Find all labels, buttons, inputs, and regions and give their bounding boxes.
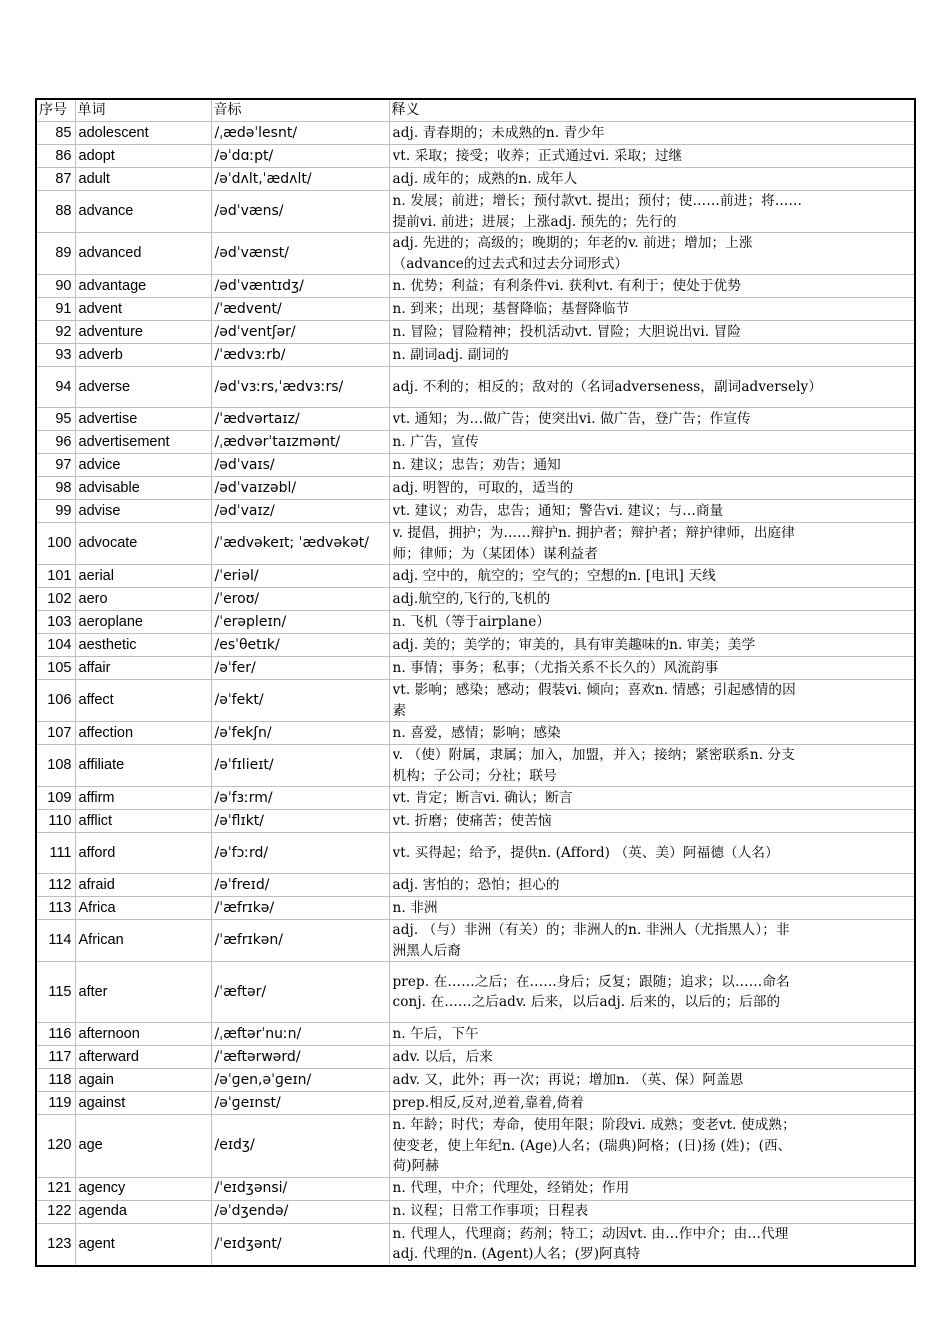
definition-line: vt. 影响；感染；感动；假装vi. 倾向；喜欢n. 情感；引起感情的因 [392, 682, 796, 698]
definition-line: adv. 又，此外；再一次；再说；增加n. （英、保）阿盖恩 [392, 1071, 744, 1088]
phonetic-cell: /əˈɡeɪnst/ [211, 1092, 389, 1115]
definition-cell [389, 477, 915, 500]
phonetic-cell: /ˌæftərˈnuːn/ [211, 1023, 389, 1046]
word-cell: advance [75, 191, 211, 233]
serial-number-cell: 104 [36, 634, 75, 657]
definition-line: adj. 害怕的；恐怕；担心的 [392, 876, 560, 893]
definition-line: 机构；子公司；分社；联号 [392, 767, 557, 784]
word-cell: afraid [75, 874, 211, 897]
phonetic-cell: /ˈæftərwərd/ [211, 1046, 389, 1069]
definition-line: adj. 青春期的；未成熟的n. 青少年 [392, 124, 605, 141]
definition-cell [389, 1115, 915, 1178]
definition-cell [389, 500, 915, 523]
word-cell: age [75, 1115, 211, 1178]
word-cell: advanced [75, 233, 211, 275]
serial-number-cell: 97 [36, 454, 75, 477]
header-word: 单词 [75, 99, 211, 122]
word-cell: aesthetic [75, 634, 211, 657]
definition-line: adj. 美的；美学的；审美的，具有审美趣味的n. 审美；美学 [392, 636, 756, 653]
table-row [36, 233, 915, 275]
word-cell: afford [75, 833, 211, 874]
table-row [36, 588, 915, 611]
phonetic-cell: /ədˈventʃər/ [211, 321, 389, 344]
definition-line: prep. 在……之后；在……身后；反复；跟随；追求；以……命名 [392, 973, 790, 990]
definition-line: 洲黑人后裔 [392, 942, 461, 959]
definition-cell [389, 408, 915, 431]
definition-line: n. 优势；利益；有利条件vi. 获利vt. 有利于；使处于优势 [392, 277, 742, 294]
serial-number-cell: 119 [36, 1092, 75, 1115]
phonetic-cell: /əˈdɑːpt/ [211, 145, 389, 168]
word-cell: aeroplane [75, 611, 211, 634]
table-row [36, 191, 915, 233]
phonetic-cell: /ˈædvərtaɪz/ [211, 408, 389, 431]
table-row [36, 787, 915, 810]
word-cell: Africa [75, 897, 211, 920]
definition-line: v. 提倡，拥护；为……辩护n. 拥护者；辩护者；辩护律师，出庭律 [392, 525, 795, 541]
word-cell: adverse [75, 367, 211, 408]
vocabulary-table-body [36, 99, 915, 1266]
word-cell: aero [75, 588, 211, 611]
serial-number-cell: 88 [36, 191, 75, 233]
serial-number-cell: 99 [36, 500, 75, 523]
phonetic-cell: /əˈɡen,əˈɡeɪn/ [211, 1069, 389, 1092]
definition-cell [389, 298, 915, 321]
serial-number-cell: 90 [36, 275, 75, 298]
word-cell: African [75, 920, 211, 962]
serial-number-cell: 95 [36, 408, 75, 431]
definition-cell [389, 787, 915, 810]
phonetic-cell: /əˈfreɪd/ [211, 874, 389, 897]
phonetic-cell: /ˈeɪdʒənt/ [211, 1223, 389, 1266]
phonetic-cell: /əˈdʒendə/ [211, 1200, 389, 1223]
definition-line: n. 非洲 [392, 899, 438, 916]
word-cell: affection [75, 722, 211, 745]
table-row [36, 611, 915, 634]
serial-number-cell: 109 [36, 787, 75, 810]
table-row [36, 275, 915, 298]
serial-number-cell: 111 [36, 833, 75, 874]
header-definition: 释义 [389, 99, 915, 122]
table-row [36, 1023, 915, 1046]
word-cell: agent [75, 1223, 211, 1266]
serial-number-cell: 101 [36, 565, 75, 588]
word-cell: adverb [75, 344, 211, 367]
serial-number-cell: 98 [36, 477, 75, 500]
serial-number-cell: 117 [36, 1046, 75, 1069]
table-row [36, 431, 915, 454]
word-cell: afternoon [75, 1023, 211, 1046]
serial-number-cell: 94 [36, 367, 75, 408]
definition-line: adv. 以后，后来 [392, 1048, 493, 1065]
definition-line: 荷)阿赫 [392, 1158, 439, 1174]
definition-line: vt. 买得起；给予，提供n. (Afford) （英、美）阿福德（人名） [392, 844, 779, 861]
phonetic-cell: /əˈfɔːrd/ [211, 833, 389, 874]
definition-line: n. 广告，宣传 [392, 433, 479, 450]
phonetic-cell: /ˈæfrɪkə/ [211, 897, 389, 920]
table-row [36, 408, 915, 431]
definition-cell [389, 1092, 915, 1115]
table-row [36, 344, 915, 367]
definition-cell [389, 962, 915, 1023]
table-row [36, 1200, 915, 1223]
table-row [36, 145, 915, 168]
definition-line: 提前vi. 前进；进展；上涨adj. 预先的；先行的 [392, 213, 677, 230]
word-cell: after [75, 962, 211, 1023]
word-cell: advice [75, 454, 211, 477]
definition-cell [389, 1200, 915, 1223]
definition-cell [389, 233, 915, 275]
serial-number-cell: 118 [36, 1069, 75, 1092]
definition-cell [389, 168, 915, 191]
definition-cell [389, 1069, 915, 1092]
table-row [36, 833, 915, 874]
vocabulary-table [35, 98, 916, 1267]
definition-cell [389, 1223, 915, 1266]
phonetic-cell: /esˈθetɪk/ [211, 634, 389, 657]
word-cell: against [75, 1092, 211, 1115]
definition-line: vt. 通知；为…做广告；使突出vi. 做广告，登广告；作宣传 [392, 410, 751, 427]
definition-line: adj. 空中的，航空的；空气的；空想的n. [电讯] 天线 [392, 567, 716, 584]
table-row [36, 1046, 915, 1069]
definition-cell [389, 634, 915, 657]
definition-line: vt. 采取；接受；收养；正式通过vi. 采取；过继 [392, 147, 683, 164]
serial-number-cell: 91 [36, 298, 75, 321]
table-row [36, 920, 915, 962]
table-row [36, 298, 915, 321]
definition-cell [389, 367, 915, 408]
serial-number-cell: 122 [36, 1200, 75, 1223]
table-row [36, 810, 915, 833]
word-cell: again [75, 1069, 211, 1092]
definition-cell [389, 565, 915, 588]
word-cell: adopt [75, 145, 211, 168]
definition-line: adj. 不利的；相反的；敌对的（名词adverseness，副词adversely） [392, 378, 823, 395]
table-row [36, 1115, 915, 1178]
definition-cell [389, 191, 915, 233]
definition-cell [389, 431, 915, 454]
serial-number-cell: 123 [36, 1223, 75, 1266]
word-cell: affiliate [75, 745, 211, 787]
phonetic-cell: /əˈflɪkt/ [211, 810, 389, 833]
serial-number-cell: 115 [36, 962, 75, 1023]
serial-number-cell: 86 [36, 145, 75, 168]
serial-number-cell: 89 [36, 233, 75, 275]
table-row [36, 1069, 915, 1092]
definition-line: v. （使）附属，隶属；加入，加盟，并入；接纳；紧密联系n. 分支 [392, 747, 795, 763]
phonetic-cell: /eɪdʒ/ [211, 1115, 389, 1178]
serial-number-cell: 121 [36, 1177, 75, 1200]
phonetic-cell: /əˈfɪlieɪt/ [211, 745, 389, 787]
definition-cell [389, 454, 915, 477]
word-cell: aerial [75, 565, 211, 588]
definition-line: adj. 先进的；高级的；晚期的；年老的v. 前进；增加；上涨 [392, 235, 753, 251]
definition-cell [389, 1177, 915, 1200]
phonetic-cell: /ˈeɪdʒənsi/ [211, 1177, 389, 1200]
serial-number-cell: 93 [36, 344, 75, 367]
word-cell: afflict [75, 810, 211, 833]
definition-line: n. 建议；忠告；劝告；通知 [392, 456, 561, 473]
definition-cell [389, 344, 915, 367]
definition-cell [389, 611, 915, 634]
definition-cell [389, 722, 915, 745]
table-row [36, 367, 915, 408]
serial-number-cell: 105 [36, 657, 75, 680]
table-row [36, 1092, 915, 1115]
word-cell: advertise [75, 408, 211, 431]
serial-number-cell: 113 [36, 897, 75, 920]
table-row [36, 500, 915, 523]
table-row [36, 168, 915, 191]
definition-cell [389, 874, 915, 897]
serial-number-cell: 96 [36, 431, 75, 454]
word-cell: advantage [75, 275, 211, 298]
definition-cell [389, 1046, 915, 1069]
definition-line: adj.航空的,飞行的,飞机的 [392, 590, 551, 607]
serial-number-cell: 120 [36, 1115, 75, 1178]
word-cell: adventure [75, 321, 211, 344]
definition-line: n. 飞机（等于airplane） [392, 613, 551, 630]
serial-number-cell: 107 [36, 722, 75, 745]
serial-number-cell: 92 [36, 321, 75, 344]
phonetic-cell: /ədˈvæntɪdʒ/ [211, 275, 389, 298]
definition-cell [389, 810, 915, 833]
definition-line: n. 发展；前进；增长；预付款vt. 提出；预付；使……前进；将…… [392, 193, 803, 209]
phonetic-cell: /əˈfekt/ [211, 680, 389, 722]
phonetic-cell: /ˈædvent/ [211, 298, 389, 321]
definition-line: n. 喜爱，感情；影响；感染 [392, 724, 561, 741]
definition-line: n. 年龄；时代；寿命，使用年限；阶段vi. 成熟；变老vt. 使成熟； [392, 1117, 796, 1133]
definition-line: 使变老，使上年纪n. (Age)人名；(瑞典)阿格；(日)扬 (姓)；(西、 [392, 1137, 792, 1154]
table-row [36, 962, 915, 1023]
definition-line: vt. 建议；劝告，忠告；通知；警告vi. 建议；与…商量 [392, 502, 724, 519]
serial-number-cell: 100 [36, 523, 75, 565]
word-cell: afterward [75, 1046, 211, 1069]
table-row [36, 745, 915, 787]
word-cell: adolescent [75, 122, 211, 145]
definition-line: n. 事情；事务；私事；（尤指关系不长久的）风流韵事 [392, 659, 719, 676]
table-row [36, 523, 915, 565]
word-cell: advocate [75, 523, 211, 565]
header-phonetic: 音标 [211, 99, 389, 122]
table-row [36, 1223, 915, 1266]
word-cell: affect [75, 680, 211, 722]
definition-line: adj. （与）非洲（有关）的；非洲人的n. 非洲人（尤指黑人）；非 [392, 922, 790, 938]
header-row [36, 99, 915, 122]
phonetic-cell: /əˈfekʃn/ [211, 722, 389, 745]
definition-line: n. 议程；日常工作事项；日程表 [392, 1203, 589, 1220]
serial-number-cell: 87 [36, 168, 75, 191]
definition-line: vt. 肯定；断言vi. 确认；断言 [392, 789, 573, 806]
phonetic-cell: /ədˈvæns/ [211, 191, 389, 233]
word-cell: agency [75, 1177, 211, 1200]
phonetic-cell: /ˈædvɜːrb/ [211, 344, 389, 367]
table-row [36, 477, 915, 500]
serial-number-cell: 102 [36, 588, 75, 611]
phonetic-cell: /ˈæfrɪkən/ [211, 920, 389, 962]
table-row [36, 321, 915, 344]
word-cell: advisable [75, 477, 211, 500]
definition-line: n. 冒险；冒险精神；投机活动vt. 冒险；大胆说出vi. 冒险 [392, 323, 742, 340]
definition-line: 师；律师；为（某团体）谋利益者 [392, 545, 598, 562]
serial-number-cell: 114 [36, 920, 75, 962]
table-row [36, 122, 915, 145]
word-cell: agenda [75, 1200, 211, 1223]
phonetic-cell: /ədˈvænst/ [211, 233, 389, 275]
table-row [36, 897, 915, 920]
definition-cell [389, 657, 915, 680]
definition-line: （advance的过去式和过去分词形式） [392, 255, 629, 272]
definition-cell [389, 523, 915, 565]
phonetic-cell: /ˌædəˈlesnt/ [211, 122, 389, 145]
table-row [36, 454, 915, 477]
serial-number-cell: 112 [36, 874, 75, 897]
serial-number-cell: 110 [36, 810, 75, 833]
serial-number-cell: 106 [36, 680, 75, 722]
phonetic-cell: /ˌædvərˈtaɪzmənt/ [211, 431, 389, 454]
phonetic-cell: /əˈfɜːrm/ [211, 787, 389, 810]
table-row [36, 1177, 915, 1200]
phonetic-cell: /ˈæftər/ [211, 962, 389, 1023]
definition-cell [389, 897, 915, 920]
definition-cell [389, 833, 915, 874]
definition-line: adj. 代理的n. (Agent)人名；(罗)阿真特 [392, 1246, 641, 1262]
table-row [36, 722, 915, 745]
phonetic-cell: /ˈædvəkeɪt; ˈædvəkət/ [211, 523, 389, 565]
word-cell: affair [75, 657, 211, 680]
definition-cell [389, 321, 915, 344]
phonetic-cell: /ˈerəpleɪn/ [211, 611, 389, 634]
definition-line: n. 到来；出现；基督降临；基督降临节 [392, 300, 630, 317]
table-row [36, 657, 915, 680]
definition-cell [389, 745, 915, 787]
definition-line: conj. 在……之后adv. 后来，以后adj. 后来的，以后的；后部的 [392, 994, 781, 1010]
word-cell: advent [75, 298, 211, 321]
definition-cell [389, 588, 915, 611]
definition-line: 素 [392, 702, 407, 719]
phonetic-cell: /ˈeroʊ/ [211, 588, 389, 611]
definition-line: prep.相反,反对,逆着,靠着,倚着 [392, 1094, 584, 1111]
phonetic-cell: /ədˈvaɪs/ [211, 454, 389, 477]
definition-line: vt. 折磨；使痛苦；使苦恼 [392, 812, 552, 829]
phonetic-cell: /ədˈvaɪzəbl/ [211, 477, 389, 500]
serial-number-cell: 116 [36, 1023, 75, 1046]
phonetic-cell: /əˈfer/ [211, 657, 389, 680]
definition-line: adj. 成年的；成熟的n. 成年人 [392, 170, 578, 187]
definition-line: adj. 明智的，可取的，适当的 [392, 479, 574, 496]
definition-cell [389, 680, 915, 722]
definition-line: n. 代理人，代理商；药剂；特工；动因vt. 由…作中介；由…代理 [392, 1225, 789, 1242]
word-cell: affirm [75, 787, 211, 810]
table-row [36, 874, 915, 897]
header-serial-number: 序号 [36, 99, 75, 122]
table-row [36, 680, 915, 722]
definition-cell [389, 275, 915, 298]
serial-number-cell: 85 [36, 122, 75, 145]
definition-cell [389, 122, 915, 145]
definition-line: n. 午后，下午 [392, 1025, 479, 1042]
phonetic-cell: /ˈeriəl/ [211, 565, 389, 588]
table-row [36, 634, 915, 657]
table-row [36, 565, 915, 588]
phonetic-cell: /ədˈvaɪz/ [211, 500, 389, 523]
definition-cell [389, 920, 915, 962]
word-cell: advertisement [75, 431, 211, 454]
word-cell: advise [75, 500, 211, 523]
definition-line: n. 代理，中介；代理处，经销处；作用 [392, 1180, 630, 1197]
serial-number-cell: 108 [36, 745, 75, 787]
phonetic-cell: /əˈdʌlt,ˈædʌlt/ [211, 168, 389, 191]
word-cell: adult [75, 168, 211, 191]
definition-line: n. 副词adj. 副词的 [392, 346, 509, 363]
definition-cell [389, 1023, 915, 1046]
definition-cell [389, 145, 915, 168]
serial-number-cell: 103 [36, 611, 75, 634]
phonetic-cell: /ədˈvɜːrs,ˈædvɜːrs/ [211, 367, 389, 408]
